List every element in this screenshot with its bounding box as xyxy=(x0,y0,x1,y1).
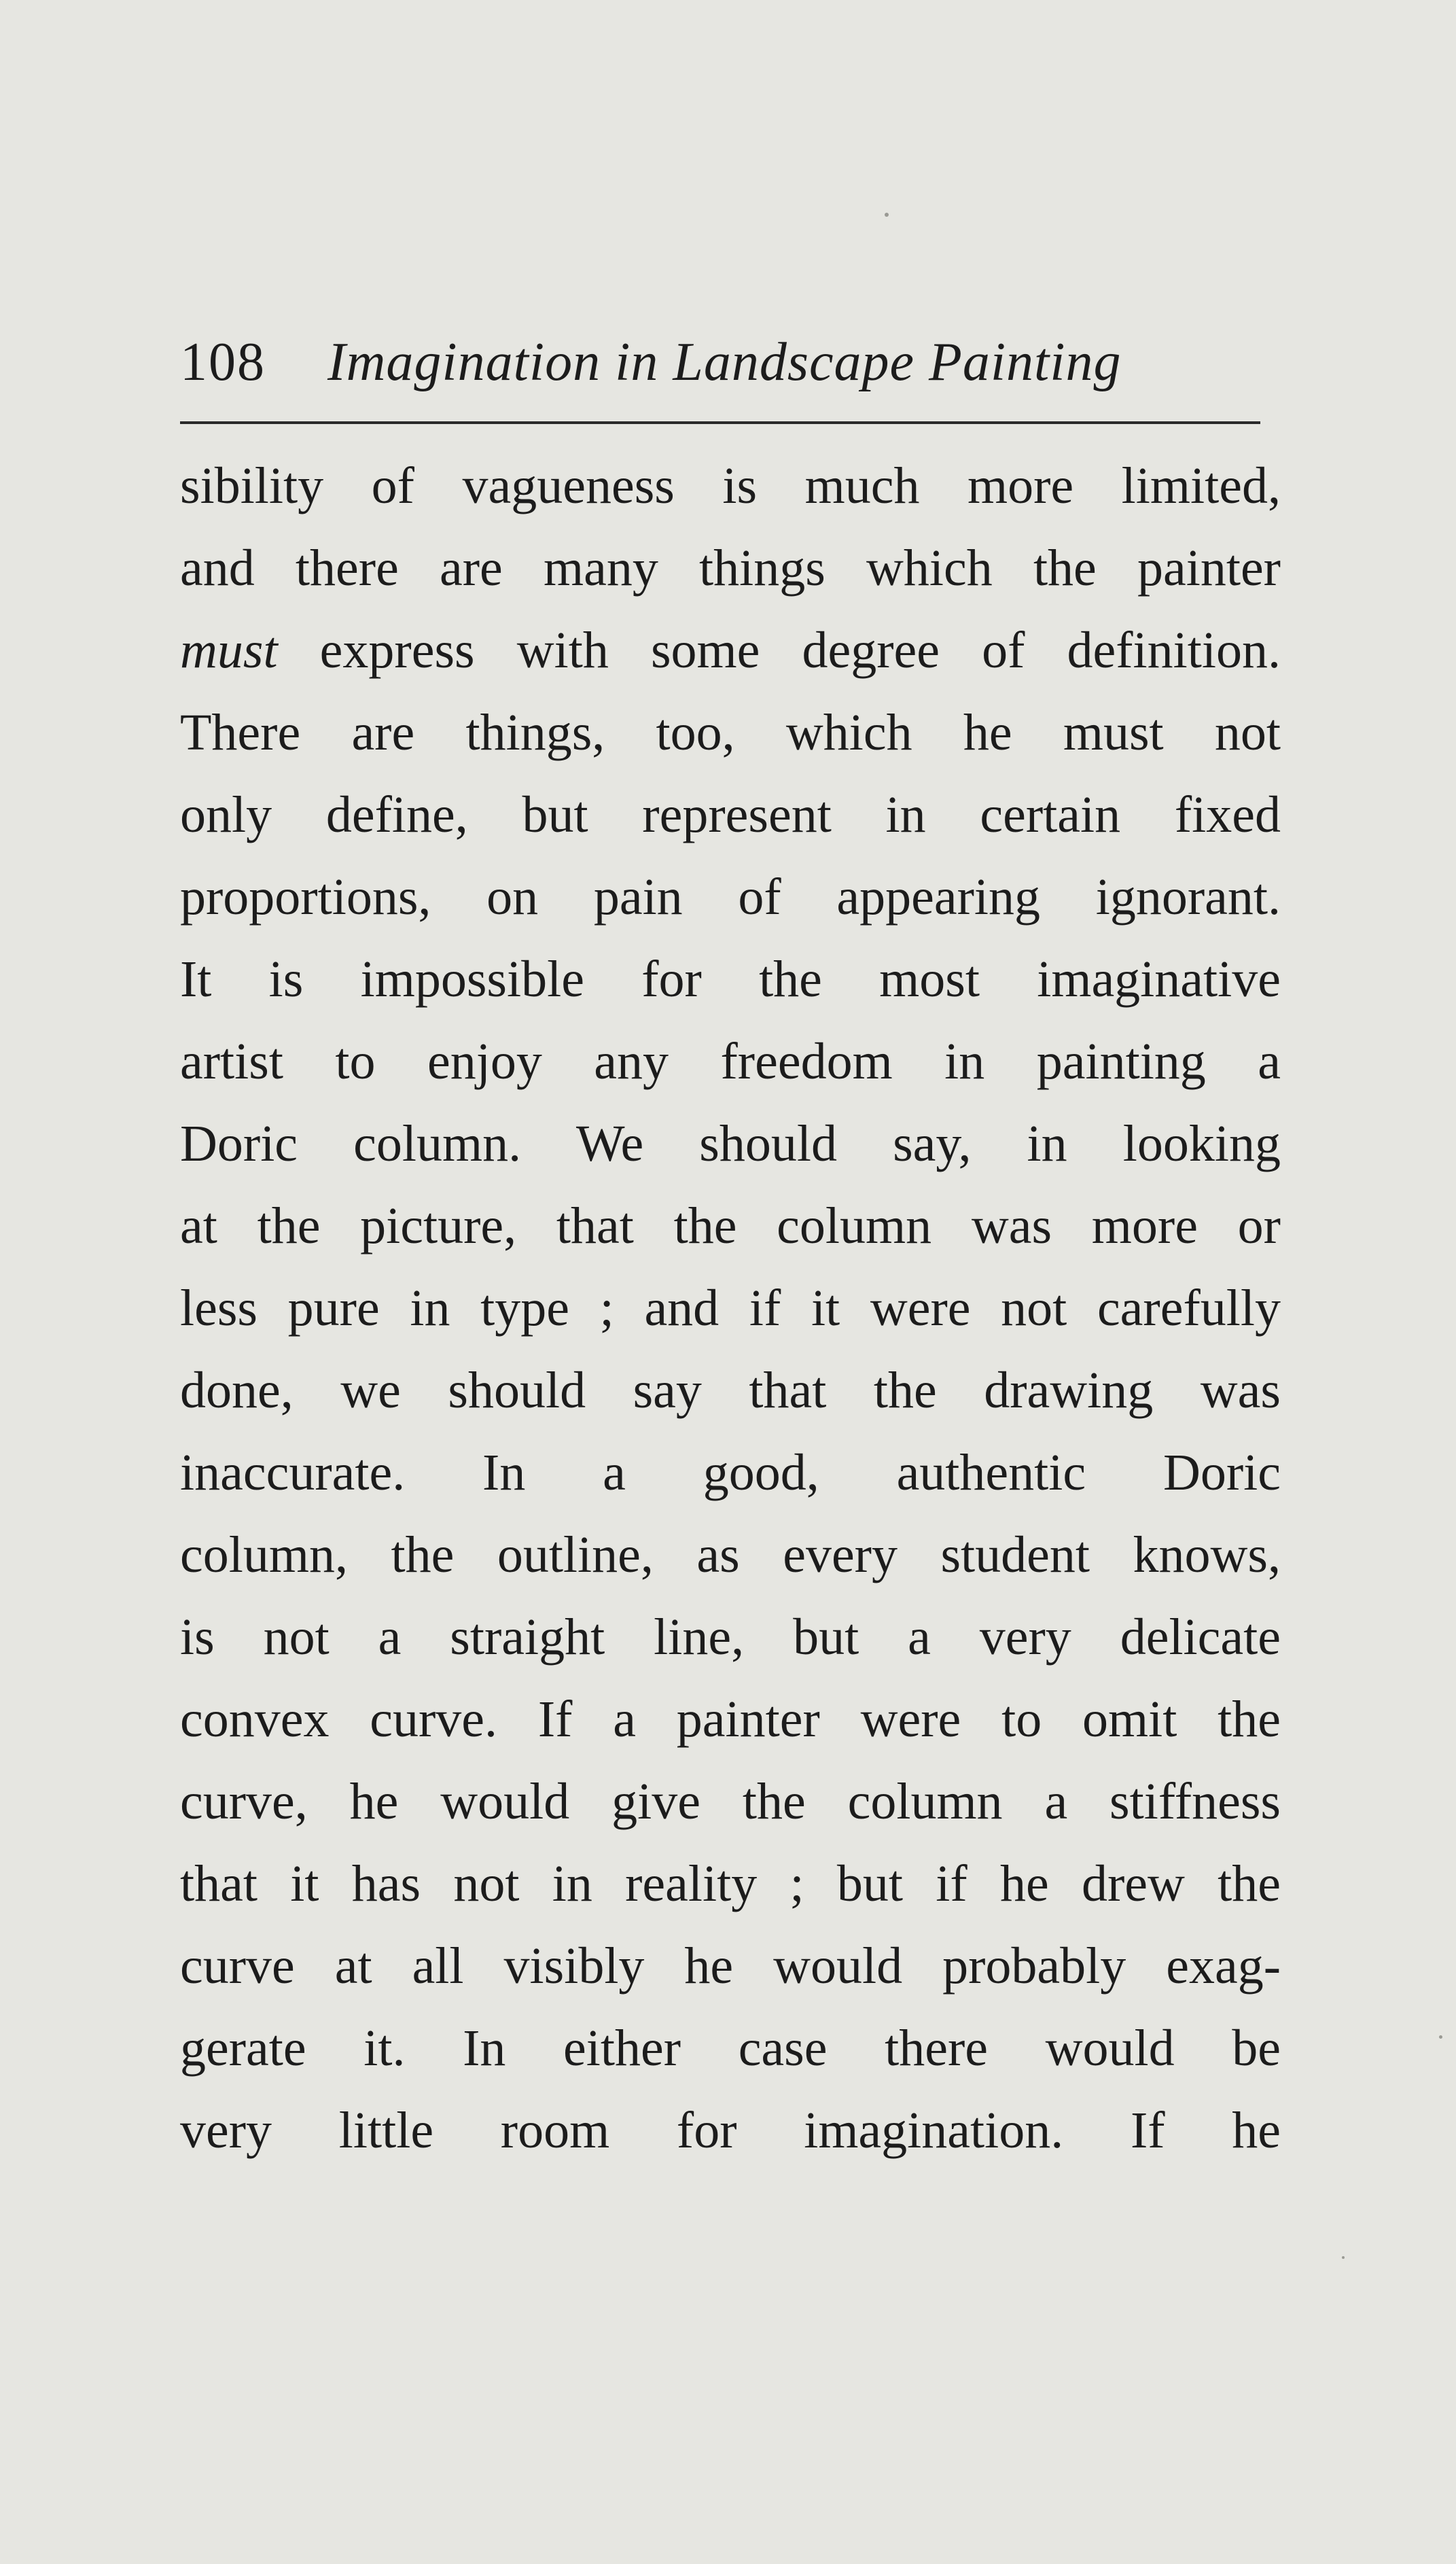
text-line-3 xyxy=(180,610,1281,692)
text-line-9: Doric column. We should say, in looking xyxy=(180,1115,1281,1172)
body-text xyxy=(180,445,1281,2172)
text-line-4: There are things, too, which he must not xyxy=(180,704,1281,761)
text-line-5: only define, but represent in certain fixed xyxy=(180,786,1281,843)
text-line-19: curve at all visibly he would probably exag- xyxy=(180,1937,1281,1995)
text-line-16: convex curve. If a painter were to omit the xyxy=(180,1691,1281,1748)
header-rule xyxy=(180,421,1260,424)
running-head xyxy=(180,325,1281,400)
text-line-14: column, the outline, as every student knows, xyxy=(180,1526,1281,1583)
text-line-18: that it has not in reality ; but if he drew the xyxy=(180,1855,1281,1912)
text-line-17: curve, he would give the column a stiffness xyxy=(180,1773,1281,1830)
paper-speck xyxy=(1342,2256,1345,2259)
paper-speck xyxy=(1439,2035,1442,2039)
text-line-6: proportions, on pain of appearing ignorant. xyxy=(180,868,1281,926)
page-number: 108 xyxy=(180,332,266,392)
text-line-2: and there are many things which the painter xyxy=(180,540,1281,597)
text-line-13: inaccurate. In a good, authentic Doric xyxy=(180,1444,1281,1501)
text-line-1: sibility of vagueness is much more limited, xyxy=(180,457,1281,514)
text-line-8: artist to enjoy any freedom in painting a xyxy=(180,1033,1281,1090)
text-line-21: very little room for imagination. If he xyxy=(180,2102,1281,2159)
running-title: Imagination in Landscape Painting xyxy=(327,332,1122,392)
text-line-20: gerate it. In either case there would be xyxy=(180,2020,1281,2077)
text-line-15: is not a straight line, but a very delicate xyxy=(180,1609,1281,1666)
text-line-10: at the picture, that the column was more or xyxy=(180,1197,1281,1254)
text-line-3-rest: express with some degree of definition. xyxy=(277,622,1281,679)
text-line-12: done, we should say that the drawing was xyxy=(180,1362,1281,1419)
text-line-11: less pure in type ; and if it were not carefully xyxy=(180,1280,1281,1337)
emphasized-word: must xyxy=(180,622,278,679)
text-line-7: It is impossible for the most imaginative xyxy=(180,951,1281,1008)
paper-speck xyxy=(885,213,889,217)
